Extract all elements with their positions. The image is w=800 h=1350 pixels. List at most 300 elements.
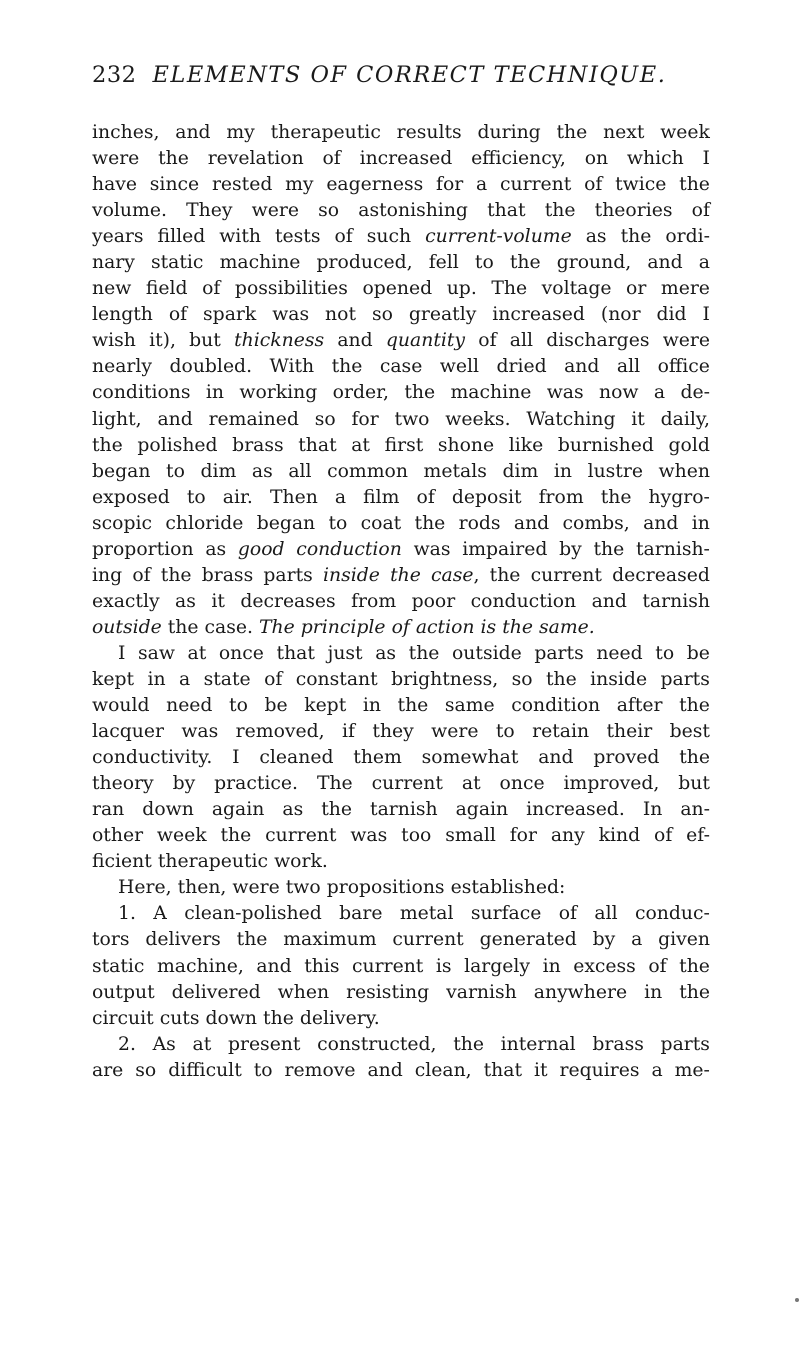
text-run: best bbox=[669, 721, 710, 743]
word bbox=[202, 276, 220, 302]
word bbox=[665, 224, 710, 250]
text-line bbox=[92, 797, 710, 823]
text-line bbox=[92, 1006, 710, 1032]
text-run: therapeutic bbox=[270, 122, 381, 143]
word bbox=[327, 459, 408, 485]
text-run: the bbox=[263, 1007, 294, 1029]
word bbox=[92, 354, 152, 380]
text-run: need bbox=[596, 642, 643, 664]
text-run: the bbox=[167, 616, 199, 638]
word bbox=[353, 745, 402, 771]
italic-text: conduction bbox=[296, 538, 402, 560]
text-run: me- bbox=[674, 1059, 710, 1081]
word bbox=[480, 927, 577, 953]
text-run: wish bbox=[92, 330, 136, 352]
word bbox=[234, 328, 324, 354]
word bbox=[92, 276, 131, 302]
word bbox=[395, 407, 430, 433]
text-run: delivery. bbox=[299, 1007, 380, 1029]
text-run: week bbox=[156, 825, 207, 847]
text-run: astonishing bbox=[358, 200, 468, 222]
text-run: conditions bbox=[92, 382, 191, 404]
text-run: as bbox=[375, 642, 397, 664]
word bbox=[232, 433, 283, 459]
word bbox=[92, 250, 135, 276]
text-run: A bbox=[153, 903, 167, 925]
text-run: like bbox=[508, 434, 544, 456]
word bbox=[425, 224, 572, 250]
word bbox=[526, 407, 615, 433]
text-run: their bbox=[606, 721, 653, 743]
text-run: impaired bbox=[462, 538, 548, 560]
word bbox=[635, 901, 710, 927]
word bbox=[590, 667, 647, 693]
word bbox=[317, 250, 413, 276]
text-run: deposit bbox=[451, 486, 522, 508]
text-run: conduction bbox=[470, 590, 577, 612]
text-run: tests bbox=[274, 226, 321, 248]
word bbox=[551, 823, 585, 849]
word bbox=[496, 354, 546, 380]
word bbox=[429, 250, 459, 276]
text-run: possibilities bbox=[234, 278, 348, 300]
text-run: nearly bbox=[92, 356, 153, 378]
text-run: the bbox=[544, 200, 576, 222]
text-line bbox=[92, 693, 710, 719]
word bbox=[679, 954, 710, 980]
word bbox=[500, 771, 545, 797]
word bbox=[390, 563, 421, 589]
word bbox=[658, 927, 710, 953]
text-run: in bbox=[542, 955, 561, 977]
word bbox=[554, 459, 572, 485]
text-run: of bbox=[478, 330, 497, 352]
text-run: brass bbox=[592, 1033, 644, 1055]
word bbox=[153, 1032, 176, 1058]
word bbox=[380, 354, 422, 380]
text-run: as bbox=[175, 590, 196, 612]
word bbox=[500, 172, 571, 198]
text-run: this bbox=[304, 955, 340, 977]
text-run: or bbox=[626, 278, 647, 300]
word bbox=[92, 380, 191, 406]
word bbox=[601, 302, 641, 328]
text-run: since bbox=[149, 174, 200, 196]
text-run: static bbox=[92, 955, 145, 977]
text-run: was bbox=[546, 382, 584, 404]
text-run: current bbox=[352, 955, 424, 977]
word bbox=[391, 667, 498, 693]
text-run: other bbox=[92, 825, 144, 847]
text-run: after bbox=[616, 695, 663, 717]
running-head bbox=[92, 60, 710, 96]
text-run: parts bbox=[534, 642, 584, 664]
text-run: They bbox=[186, 200, 233, 222]
text-run: too bbox=[401, 825, 432, 847]
text-run: as bbox=[282, 799, 304, 821]
text-run: years bbox=[92, 226, 144, 248]
word bbox=[169, 354, 252, 380]
word bbox=[415, 511, 446, 537]
word bbox=[219, 224, 261, 250]
text-run: kind bbox=[598, 825, 641, 847]
italic-text: of bbox=[391, 616, 410, 638]
text-run: by bbox=[559, 538, 582, 560]
text-line bbox=[92, 354, 710, 380]
book-page bbox=[92, 60, 710, 1084]
word bbox=[252, 459, 273, 485]
word bbox=[296, 537, 402, 563]
text-line bbox=[92, 146, 710, 172]
word bbox=[451, 875, 566, 901]
text-run: a bbox=[698, 252, 710, 274]
word bbox=[92, 589, 160, 615]
text-run: week bbox=[660, 122, 710, 143]
text-run: hygro- bbox=[648, 486, 710, 508]
word bbox=[92, 146, 139, 172]
word bbox=[239, 380, 317, 406]
text-run: the bbox=[220, 825, 252, 847]
word bbox=[663, 328, 710, 354]
text-run: were bbox=[662, 330, 710, 352]
word bbox=[436, 172, 463, 198]
word bbox=[593, 927, 616, 953]
text-run: remove bbox=[284, 1059, 356, 1081]
text-run: metals bbox=[423, 460, 487, 482]
word bbox=[670, 719, 710, 745]
text-run: so bbox=[318, 200, 340, 222]
word bbox=[660, 120, 710, 146]
text-run: to bbox=[186, 486, 206, 508]
word bbox=[92, 537, 194, 563]
text-run: it), bbox=[149, 330, 176, 352]
text-run: to bbox=[328, 512, 348, 534]
text-run: ing bbox=[92, 564, 123, 586]
word bbox=[256, 954, 291, 980]
word bbox=[459, 511, 501, 537]
word bbox=[372, 719, 413, 745]
text-run: poor bbox=[411, 590, 456, 612]
text-run: again bbox=[455, 799, 509, 821]
text-run: and bbox=[337, 330, 373, 352]
word bbox=[301, 615, 386, 641]
text-run: same bbox=[444, 695, 495, 717]
word bbox=[475, 250, 494, 276]
text-run: in bbox=[147, 668, 166, 690]
text-run: fell bbox=[428, 252, 459, 274]
text-run: a bbox=[179, 668, 191, 690]
text-run: the bbox=[679, 747, 710, 769]
text-run: ef- bbox=[686, 825, 710, 847]
text-run: it bbox=[631, 408, 645, 430]
word bbox=[229, 693, 248, 719]
text-run: if bbox=[342, 721, 355, 743]
text-run: as bbox=[585, 226, 607, 248]
text-run: my bbox=[226, 122, 255, 143]
text-run: generated bbox=[479, 929, 577, 951]
text-run: nary bbox=[92, 252, 135, 274]
text-run: to bbox=[229, 695, 248, 717]
text-run: outside bbox=[452, 642, 522, 664]
text-run: two bbox=[285, 877, 321, 899]
word bbox=[151, 250, 203, 276]
word bbox=[173, 771, 196, 797]
text-line bbox=[92, 589, 710, 615]
word bbox=[584, 172, 602, 198]
text-run: a bbox=[631, 929, 643, 951]
text-run: brightness, bbox=[391, 668, 499, 690]
word bbox=[424, 459, 487, 485]
italic-text: is bbox=[480, 616, 497, 638]
word bbox=[325, 302, 356, 328]
word bbox=[150, 172, 199, 198]
word bbox=[452, 485, 522, 511]
text-run: the bbox=[509, 252, 541, 274]
word bbox=[415, 1058, 472, 1084]
text-run: discharges bbox=[546, 330, 650, 352]
text-line bbox=[92, 927, 710, 953]
word bbox=[200, 459, 236, 485]
text-run: I bbox=[232, 747, 240, 769]
word bbox=[158, 224, 206, 250]
word bbox=[145, 927, 221, 953]
word bbox=[92, 693, 150, 719]
text-run: it bbox=[211, 590, 225, 612]
text-run: all bbox=[509, 330, 533, 352]
word bbox=[157, 823, 207, 849]
word bbox=[588, 459, 643, 485]
text-run: brass bbox=[201, 564, 254, 586]
word bbox=[252, 198, 299, 224]
text-run: retain bbox=[532, 721, 590, 743]
text-run: so bbox=[511, 668, 533, 690]
word bbox=[339, 901, 382, 927]
word bbox=[350, 823, 387, 849]
word bbox=[487, 198, 525, 224]
text-run: , bbox=[473, 564, 480, 586]
text-run: circuit bbox=[92, 1007, 154, 1029]
text-run: once bbox=[499, 773, 545, 795]
text-run: proportion bbox=[92, 538, 194, 560]
word bbox=[205, 537, 226, 563]
text-run: rested bbox=[211, 174, 273, 196]
word bbox=[615, 172, 666, 198]
text-run: down bbox=[142, 799, 194, 821]
word bbox=[594, 537, 625, 563]
text-run: current bbox=[392, 929, 464, 951]
word bbox=[492, 302, 585, 328]
word bbox=[187, 485, 206, 511]
text-run: I bbox=[702, 304, 710, 326]
word bbox=[204, 667, 251, 693]
text-run: of bbox=[654, 825, 673, 847]
text-run: ran bbox=[92, 799, 125, 821]
word bbox=[642, 589, 710, 615]
word bbox=[270, 354, 315, 380]
word bbox=[680, 797, 710, 823]
word bbox=[92, 459, 150, 485]
word bbox=[464, 954, 530, 980]
word bbox=[456, 797, 509, 823]
text-run: with bbox=[219, 226, 261, 248]
word bbox=[132, 563, 150, 589]
word bbox=[538, 745, 573, 771]
word bbox=[175, 589, 196, 615]
word bbox=[659, 459, 710, 485]
word bbox=[564, 354, 599, 380]
word bbox=[158, 849, 268, 875]
text-run: ground, bbox=[556, 252, 632, 274]
text-run: of bbox=[558, 903, 578, 925]
text-run: revelation bbox=[207, 148, 304, 170]
word bbox=[358, 198, 468, 224]
word bbox=[526, 797, 625, 823]
text-run: the bbox=[414, 512, 446, 534]
text-run: to bbox=[474, 252, 494, 274]
text-run: the bbox=[236, 929, 268, 951]
text-run: and bbox=[564, 356, 600, 378]
word bbox=[585, 146, 608, 172]
word bbox=[422, 745, 519, 771]
text-run: to bbox=[166, 460, 185, 482]
text-run: in bbox=[205, 382, 225, 404]
word bbox=[346, 980, 429, 1006]
word bbox=[296, 667, 378, 693]
text-line bbox=[92, 875, 710, 901]
word bbox=[649, 485, 710, 511]
text-run: shone bbox=[437, 434, 495, 456]
word bbox=[335, 485, 346, 511]
word bbox=[599, 380, 638, 406]
text-run: air. bbox=[222, 486, 253, 508]
text-run: results bbox=[396, 122, 462, 143]
text-line bbox=[92, 719, 710, 745]
word bbox=[446, 980, 517, 1006]
text-run: and bbox=[591, 590, 627, 612]
word bbox=[414, 537, 451, 563]
text-run: but bbox=[189, 330, 221, 352]
word bbox=[92, 433, 123, 459]
text-run: the bbox=[160, 564, 192, 586]
text-run: was bbox=[181, 721, 219, 743]
text-run: that bbox=[483, 1059, 523, 1081]
word bbox=[512, 667, 533, 693]
text-run: were bbox=[92, 148, 140, 170]
text-run: of bbox=[334, 226, 353, 248]
word bbox=[264, 667, 282, 693]
word bbox=[363, 485, 399, 511]
word bbox=[573, 954, 636, 980]
text-run: of bbox=[168, 304, 188, 326]
text-run: bare bbox=[339, 903, 383, 925]
text-run: propositions bbox=[326, 877, 445, 899]
word bbox=[627, 146, 684, 172]
word bbox=[153, 901, 167, 927]
text-line bbox=[92, 901, 710, 927]
text-run: coat bbox=[360, 512, 402, 534]
word bbox=[657, 302, 687, 328]
word bbox=[543, 954, 561, 980]
word bbox=[563, 511, 630, 537]
word bbox=[92, 511, 152, 537]
text-run: constructed, bbox=[317, 1033, 437, 1055]
text-run: gold bbox=[668, 434, 710, 456]
word bbox=[92, 1006, 154, 1032]
word bbox=[481, 615, 497, 641]
text-run: the bbox=[331, 356, 363, 378]
word bbox=[471, 589, 577, 615]
word bbox=[592, 1032, 643, 1058]
text-run: I bbox=[702, 148, 710, 170]
text-line bbox=[92, 250, 710, 276]
italic-text: principle bbox=[300, 616, 386, 638]
text-run: to bbox=[253, 1059, 273, 1081]
word bbox=[172, 980, 261, 1006]
text-line bbox=[92, 1058, 710, 1084]
word bbox=[462, 771, 481, 797]
text-run: present bbox=[227, 1033, 301, 1055]
word bbox=[300, 1006, 380, 1032]
text-run: and bbox=[643, 512, 679, 534]
word bbox=[333, 380, 389, 406]
text-run: in bbox=[644, 981, 663, 1003]
word bbox=[184, 901, 322, 927]
text-run: delivered bbox=[171, 981, 261, 1003]
text-run: which bbox=[626, 148, 684, 170]
word bbox=[237, 927, 268, 953]
word bbox=[471, 146, 566, 172]
word bbox=[534, 641, 583, 667]
text-run: then, bbox=[177, 877, 227, 899]
word bbox=[484, 1058, 522, 1084]
text-run: all bbox=[594, 903, 618, 925]
text-run: mere bbox=[660, 278, 710, 300]
text-run: so bbox=[314, 408, 336, 430]
word bbox=[360, 146, 453, 172]
italic-text: The bbox=[259, 616, 295, 638]
word bbox=[546, 328, 649, 354]
text-run: inside bbox=[590, 668, 648, 690]
word bbox=[240, 589, 335, 615]
word bbox=[352, 954, 423, 980]
text-run: condition bbox=[511, 695, 601, 717]
text-run: clean-polished bbox=[184, 903, 322, 925]
text-run: case bbox=[379, 356, 423, 378]
text-line bbox=[92, 641, 710, 667]
text-run: that bbox=[298, 434, 337, 456]
word bbox=[323, 563, 380, 589]
text-line bbox=[92, 980, 710, 1006]
text-run: theory bbox=[92, 773, 154, 795]
word bbox=[431, 719, 478, 745]
word bbox=[232, 745, 239, 771]
word bbox=[699, 250, 710, 276]
word bbox=[219, 641, 264, 667]
word bbox=[450, 380, 531, 406]
word bbox=[559, 901, 577, 927]
text-run: from bbox=[351, 590, 397, 612]
text-run: began bbox=[256, 512, 316, 534]
text-run: as bbox=[251, 460, 273, 482]
word bbox=[539, 485, 584, 511]
word bbox=[228, 1032, 301, 1058]
text-run: and bbox=[367, 1059, 403, 1081]
italic-text: outside bbox=[92, 616, 162, 638]
text-run: kept bbox=[92, 668, 135, 690]
text-run: current bbox=[499, 174, 572, 196]
chapter-title: ELEMENTS OF CORRECT TECHNIQUE. bbox=[152, 62, 667, 88]
text-run: the bbox=[556, 122, 588, 143]
